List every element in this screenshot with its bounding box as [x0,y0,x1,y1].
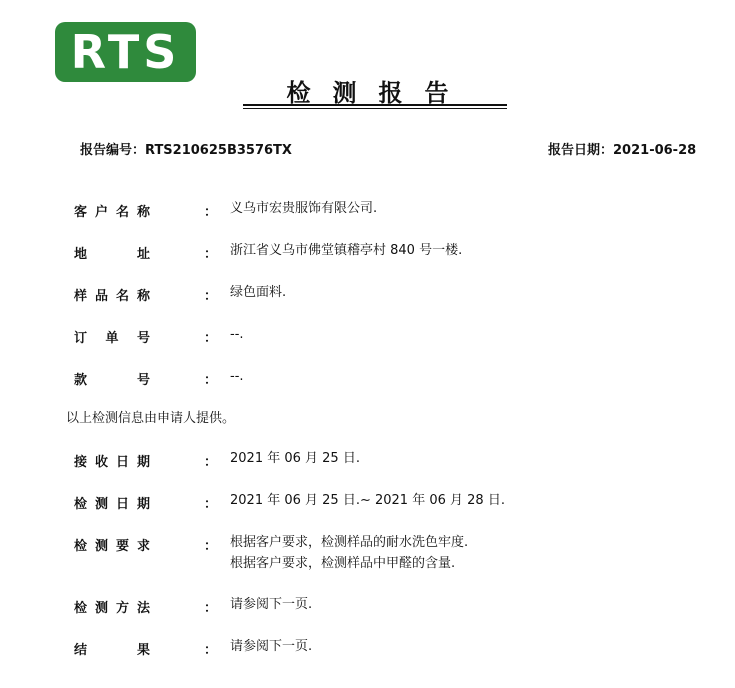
colon: ： [204,373,218,388]
field-value-client: 义乌市宏贵服饰有限公司. [230,201,378,216]
field-value-result: 请参阅下一页. [230,639,313,654]
field-label-result: 结 果 [74,643,150,658]
field-value-sample: 绿色面料. [230,285,287,300]
field-label-style: 款 号 [74,373,150,388]
report-number-label: 报告编号： [80,143,146,158]
field-value-received: 2021 年 06 月 25 日. [230,451,360,466]
report-date-value: 2021-06-28 [613,143,697,158]
report-title: 检测报告 [286,79,471,107]
report-number [80,139,292,158]
report-date-label: 报告日期： [548,143,614,158]
field-label-test-date: 检 测 日 期 [74,497,150,512]
field-label-address: 地 址 [74,247,150,262]
field-label-received: 接 收 日 期 [74,455,150,470]
field-label-sample: 样 品 名 称 [74,289,150,304]
title-underline [243,104,507,106]
colon: ： [204,539,218,554]
field-label-order: 订 单 号 [74,331,150,346]
field-value-order: --. [230,327,244,342]
field-value-address: 浙江省义乌市佛堂镇稽亭村 840 号一楼. [230,243,463,258]
colon: ： [204,497,218,512]
colon: ： [204,205,218,220]
report-date [548,139,696,158]
field-label-client: 客 户 名 称 [74,205,150,220]
colon: ： [204,247,218,262]
colon: ： [204,289,218,304]
logo-text: RTS [70,25,181,79]
field-value-test-date: 2021 年 06 月 25 日.~ 2021 年 06 月 28 日. [230,493,505,508]
colon: ： [204,455,218,470]
colon: ： [204,643,218,658]
field-label-requirement: 检 测 要 求 [74,539,150,554]
colon: ： [204,331,218,346]
field-label-method: 检 测 方 法 [74,601,150,616]
field-value-method: 请参阅下一页. [230,597,313,612]
field-value-style: --. [230,369,244,384]
field-value-requirement-2: 根据客户要求，检测样品中甲醛的含量. [230,556,456,571]
report-number-value: RTS210625B3576TX [145,143,292,158]
colon: ： [204,601,218,616]
field-value-requirement-1: 根据客户要求，检测样品的耐水洗色牢度. [230,535,469,550]
title-underline-thin [243,108,507,109]
applicant-note: 以上检测信息由申请人提供。 [66,411,236,426]
